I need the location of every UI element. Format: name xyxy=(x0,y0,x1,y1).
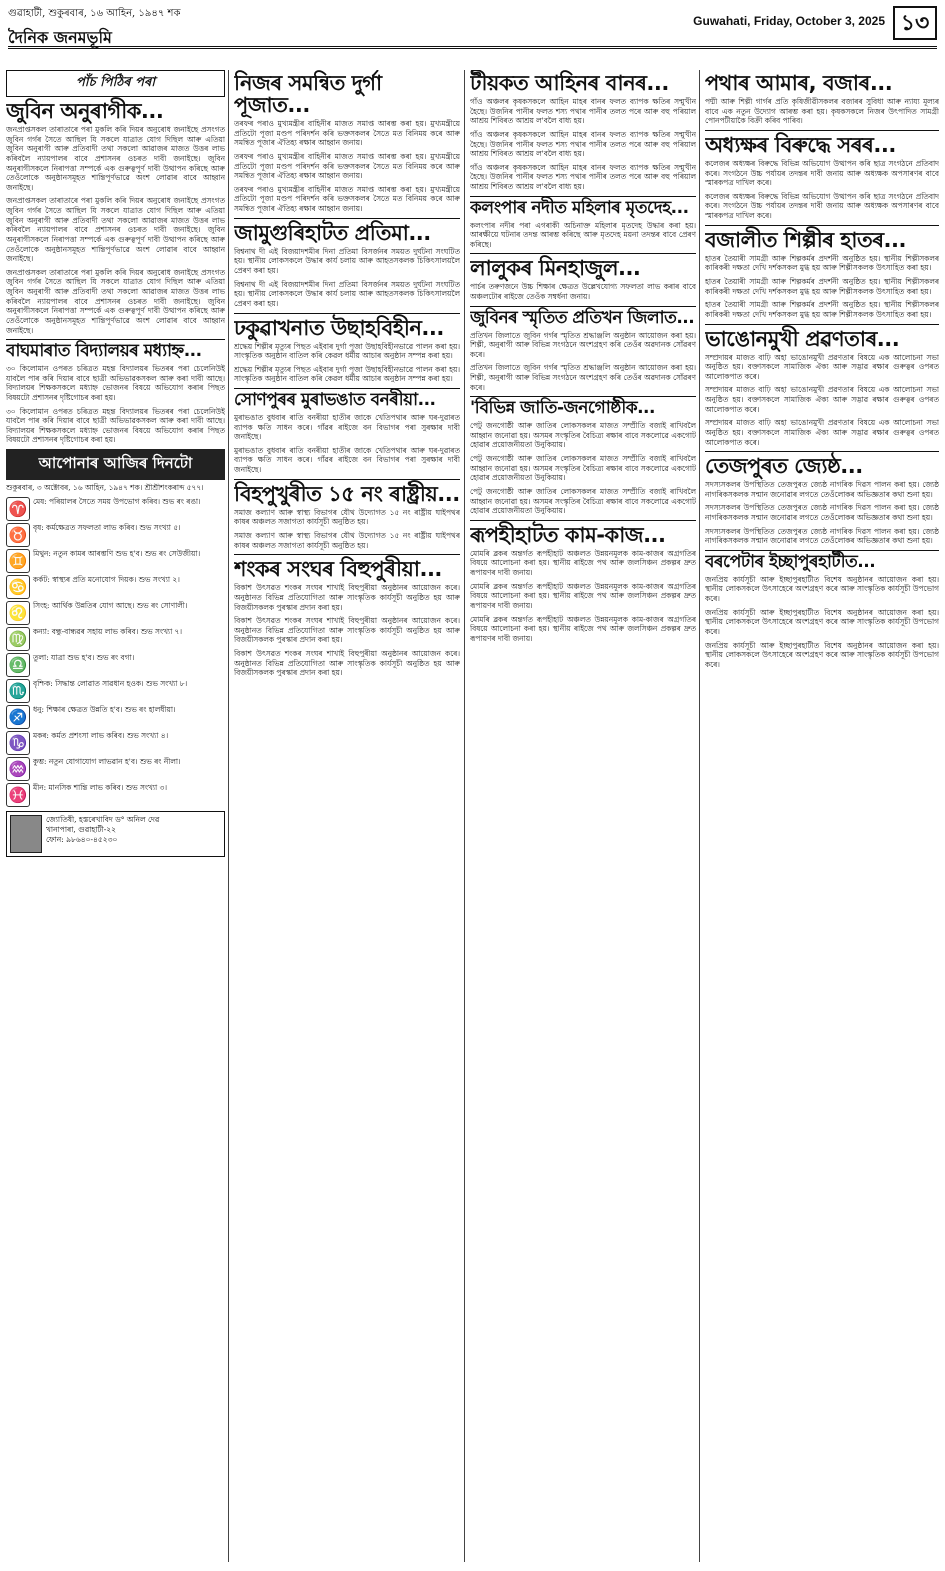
article-body: হাতৰ তৈয়াৰী সামগ্ৰী আৰু শিল্পকৰ্মৰ প্ৰদৰ্শনী অনুষ্ঠিত হয়। স্থানীয় শিল্পীসকলৰ কাৰিকৰী দক্ষতা দেখি দৰ্শকসকল মুগ্ধ হয় আৰু শিল্পীসকলক উৎসাহিত কৰা হয়। xyxy=(705,253,939,273)
headline-durga-puja: নিজৰ সমন্বিত দুৰ্গা পূজাত... xyxy=(234,71,382,118)
headline-baghmara-school: বাঘমাৰাত বিদ্যালয়ৰ মধ্যাহ্ন... xyxy=(6,341,202,362)
masthead-brand: দৈনিক জনমভূমি xyxy=(8,28,112,47)
article-body: সদস্যসকলৰ উপস্থিতিত তেজপুৰত জ্যেষ্ঠ নাগৰিক দিৱস পালন কৰা হয়। জ্যেষ্ঠ নাগৰিকসকলক সন্মান জনোৱাৰ লগতে তেওঁলোকৰ অভিজ্ঞতাৰ কথা শুনা হয়। xyxy=(705,526,939,546)
astrologer-phone: ফোন: ৯৮৬৪০-৪৫২৩০ xyxy=(46,834,118,844)
horoscope-text: কুম্ভ: নতুন যোগাযোগ লাভৱান হ'ব। শুভ ৰং নীলা। xyxy=(33,756,181,766)
article-body: সদস্যসকলৰ উপস্থিতিত তেজপুৰত জ্যেষ্ঠ নাগৰিক দিৱস পালন কৰা হয়। জ্যেষ্ঠ নাগৰিকসকলক সন্মান জনোৱাৰ লগতে তেওঁলোকৰ অভিজ্ঞতাৰ কথা শুনা হয়। xyxy=(705,503,939,523)
article-body: মুৰাভঙাত বুধবাৰ ৰাতি বনৰীয়া হাতীৰ জাকে খেতিপথাৰ আৰু ঘৰ-দুৱাৰত ব্যাপক ক্ষতি সাধন কৰে। গাঁৱৰ ৰাইজে বন বিভাগৰ পৰা সুৰক্ষাৰ দাবী জনাইছে। xyxy=(234,445,460,475)
masthead-date-english: Guwahati, Friday, October 3, 2025 xyxy=(693,14,885,28)
article-body: বিশ্বনাথ দী এই বিজয়াদশমীৰ দিনা প্ৰতিমা বিসৰ্জনৰ সময়ত দুৰ্ঘটনা সংঘটিত হয়। স্থানীয় লোকসকলে উদ্ধাৰ কাৰ্য চলায় আৰু আহতসকলক চিকিৎসালয়লৈ প্ৰেৰণ কৰা হয়। xyxy=(234,246,460,276)
article-body: তৰফৰ পৰাও মুখ্যমন্ত্ৰীৰ বাহিনীৰ মাজত সমাপ্ত আৰম্ভ কৰা হয়। মুখ্যমন্ত্ৰীয়ে প্ৰতিটো পূজা মণ্ডপ পৰিদৰ্শন কৰি ভক্তসকলৰ সৈতে মত বিনিময় কৰে আৰু সমন্বিত পূজাৰ ঐতিহ্য ৰক্ষাৰ আহ্বান জনায়। xyxy=(234,151,460,181)
masthead-rule xyxy=(8,46,937,49)
headline-ethnic-groups: 'বিভিন্ন জাতি-জনগোষ্ঠীক... xyxy=(470,398,655,419)
horoscope-item xyxy=(6,731,225,755)
headline-tiok-flood: টীয়কত আহিনৰ বানৰ... xyxy=(470,71,669,95)
astrologer-address: খানাপাৰা, গুৱাহাটী-২২ xyxy=(46,824,117,834)
horoscope-text: বৃশ্চিক: সিদ্ধান্ত লোৱাত সাৱধান হওক। শুভ সংখ্যা ৮। xyxy=(33,678,188,688)
masthead-date-assamese: গুৱাহাটী, শুকুৰবাৰ, ১৬ আহিন, ১৯৪৭ শক xyxy=(8,8,181,19)
horoscope-item xyxy=(6,627,225,651)
zodiac-icon: ♈ xyxy=(6,497,30,521)
zodiac-icon: ♐ xyxy=(6,705,30,729)
article-body: জনপ্ৰিয় কাৰ্যসূচী আৰু ইচ্ছাপুৰহাটীত বিশেষ অনুষ্ঠানৰ আয়োজন কৰা হয়। স্থানীয় লোকসকলে উৎসাহেৰে অংশগ্ৰহণ কৰে আৰু সাংস্কৃতিক কাৰ্যসূচী উপভোগ কৰে। xyxy=(705,607,939,636)
article-body: মুৰাভঙাত বুধবাৰ ৰাতি বনৰীয়া হাতীৰ জাকে খেতিপথাৰ আৰু ঘৰ-দুৱাৰত ব্যাপক ক্ষতি সাধন কৰে। গাঁৱৰ ৰাইজে বন বিভাগৰ পৰা সুৰক্ষাৰ দাবী জনাইছে। xyxy=(234,412,460,442)
zodiac-icon: ♓ xyxy=(6,783,30,807)
article-body: জনপ্ৰাপ্তসকল তাৰাতাৰে পৰা মুকলি কৰি দিয়ৰ অনুৰোধ জনাইছে প্ৰসংগত জুবিন গৰ্গৰ সৈতে আছিল যি সকলে যাত্ৰাত যোগ দিছিল আৰু এতিয়া জুবিন অনুৰাগী আৰু প্ৰতিবাদী তথা সকলো আৱাজৰ মাজত উত্তৰ লাভ কৰিবলৈ ন্যায়পালৰ বাবে প্ৰশাসনৰ ওচৰত দাবী জনাইছে। জুবিন অনুৰাগীসকলে নিৰাপত্তা সম্পৰ্কে এক গুৰুত্বপূৰ্ণ দাবী উত্থাপন কৰিছে আৰু তেওঁলোকে অনুষ্ঠানসমূহত শান্তিপূৰ্ণভাৱে অংশ লোৱাৰ বাবে আহ্বান জনাইছে। xyxy=(6,196,225,264)
page-number: ১৩ xyxy=(893,6,937,40)
article-body: সম্প্ৰদায়ৰ মাজত বাঢ়ি অহা ভাঙোনমুখী প্ৰৱণতাৰ বিষয়ে এক আলোচনা সভা অনুষ্ঠিত হয়। বক্তাসকলে সামাজিক ঐক্য আৰু সদ্ভাৱ ৰক্ষাৰ গুৰুত্বৰ ওপৰত আলোকপাত কৰে। xyxy=(705,418,939,447)
article-body: বিকাশ উৎসৱত শংকৰ সংঘৰ শাখাই বিহুপুৰীয়া অনুষ্ঠানৰ আয়োজন কৰে। অনুষ্ঠানত বিভিন্ন প্ৰতিযোগিতা আৰু সাংস্কৃতিক কাৰ্যসূচী অনুষ্ঠিত হয় আৰু বিজয়ীসকলক পুৰস্কাৰ প্ৰদান কৰা হয়। xyxy=(234,583,460,612)
zodiac-icon: ♉ xyxy=(6,523,30,547)
horoscope-text: বৃষ: কৰ্মক্ষেত্ৰত সফলতা লাভ কৰিব। শুভ সংখ্যা ৫। xyxy=(33,522,181,532)
article-separator xyxy=(234,479,460,480)
article-body: বিশ্বনাথ দী এই বিজয়াদশমীৰ দিনা প্ৰতিমা বিসৰ্জনৰ সময়ত দুৰ্ঘটনা সংঘটিত হয়। স্থানীয় লোকসকলে উদ্ধাৰ কাৰ্য চলায় আৰু আহতসকলক চিকিৎসালয়লৈ প্ৰেৰণ কৰা হয়। xyxy=(234,279,460,308)
headline-divisive-trends: ভাঙোনমুখী প্ৰৱণতাৰ... xyxy=(705,326,900,351)
article-body: সম্প্ৰদায়ৰ মাজত বাঢ়ি অহা ভাঙোনমুখী প্ৰৱণতাৰ বিষয়ে এক আলোচনা সভা অনুষ্ঠিত হয়। বক্তাসকলে সামাজিক ঐক্য আৰু সদ্ভাৱ ৰক্ষাৰ গুৰুত্বৰ ওপৰত আলোকপাত কৰে। xyxy=(705,352,939,381)
article-body: পদ্মী আৰু শিল্পী গাৰ্গৰ প্ৰতি কৃষিজীৱীসকলৰ বজাৰৰ সুবিধা আৰু ন্যায্য মূল্যৰ বাবে এক নতুন উদ্যোগ আৰম্ভ কৰা হয়। কৃষকসকলে নিজৰ উৎপাদিত সামগ্ৰী পোনপটীয়াকৈ বিক্ৰী কৰিব পাৰিব। xyxy=(705,97,939,126)
zodiac-icon: ♍ xyxy=(6,627,30,651)
article-body: মোমৰি ব্লকৰ অন্তৰ্গত ৰূপহীহাট অঞ্চলত উন্নয়নমূলক কাম-কাজৰ অগ্ৰগতিৰ বিষয়ে আলোচনা কৰা হয়। স্থানীয় ৰাইজে পথ আৰু জলসিঞ্চন প্ৰকল্পৰ দ্ৰুত ৰূপায়ণৰ দাবী জনায়। xyxy=(470,548,696,578)
horoscope-item xyxy=(6,549,225,573)
zodiac-icon: ♎ xyxy=(6,653,30,677)
column-2 xyxy=(234,70,460,1562)
article-body: সম্প্ৰদায়ৰ মাজত বাঢ়ি অহা ভাঙোনমুখী প্ৰৱণতাৰ বিষয়ে এক আলোচনা সভা অনুষ্ঠিত হয়। বক্তাসকলে সামাজিক ঐক্য আৰু সদ্ভাৱ ৰক্ষাৰ গুৰুত্বৰ ওপৰত আলোকপাত কৰে। xyxy=(705,385,939,414)
headline-bihpuria-nh15: বিহপুখুৰীত ১৫ নং ৰাষ্ট্ৰীয়... xyxy=(234,481,460,506)
masthead xyxy=(8,6,937,64)
article-separator xyxy=(234,554,460,555)
article-body: গাঁও অঞ্চলৰ কৃষকসকলে আহিন মাহৰ বানৰ ফলত ব্যাপক ক্ষতিৰ সন্মুখীন হৈছে। উজনিৰ পানীৰ ফলত শস্য পথাৰ পানীৰ তলত পৰে আৰু বহু পৰিয়াল আশ্ৰয় শিবিৰত আশ্ৰয় ল'বলৈ বাধ্য হয়। xyxy=(470,97,696,126)
headline-field-market: পথাৰ আমাৰ, বজাৰ... xyxy=(705,71,893,95)
headline-kolong-river: কলংপাৰ নদীত মহিলাৰ মৃতদেহ... xyxy=(470,197,689,218)
horoscope-item xyxy=(6,497,225,521)
article-body: প্ৰতিখন জিলাতে জুবিন গৰ্গৰ স্মৃতিত শ্ৰদ্ধাঞ্জলি অনুষ্ঠান আয়োজন কৰা হয়। শিল্পী, অনুৰাগী আৰু বিভিন্ন সংগঠনে অংশগ্ৰহণ কৰি তেওঁৰ অৱদানক সোঁৱৰণ কৰে। xyxy=(470,330,696,359)
column-divider xyxy=(464,70,465,1562)
article-body: হাতৰ তৈয়াৰী সামগ্ৰী আৰু শিল্পকৰ্মৰ প্ৰদৰ্শনী অনুষ্ঠিত হয়। স্থানীয় শিল্পীসকলৰ কাৰিকৰী দক্ষতা দেখি দৰ্শকসকল মুগ্ধ হয় আৰু শিল্পীসকলক উৎসাহিত কৰা হয়। xyxy=(705,277,939,296)
headline-shankar-sangha: শংকৰ সংঘৰ বিহুপুৰীয়া... xyxy=(234,557,442,582)
column-4 xyxy=(705,70,939,1562)
article-body: শ্ৰদ্ধেয় শিল্পীৰ মৃত্যুৰ পিছত এইবাৰ দুৰ্গা পূজা উছাহবিহীনভাৱে পালন কৰা হয়। সাংস্কৃতিক অনুষ্ঠান বাতিল কৰি কেৱল ধৰ্মীয় আচাৰ অনুষ্ঠান সম্পন্ন কৰা হয়। xyxy=(234,364,460,384)
astrologer-details xyxy=(46,815,159,853)
astrologer-name: জ্যোতিষী, হস্তৰেখাবিদ ড° অনিল দেৱ xyxy=(46,814,160,824)
horoscope-title: আপোনাৰ আজিৰ দিনটো xyxy=(6,449,225,480)
article-body: মোমৰি ব্লকৰ অন্তৰ্গত ৰূপহীহাট অঞ্চলত উন্নয়নমূলক কাম-কাজৰ অগ্ৰগতিৰ বিষয়ে আলোচনা কৰা হয়। স্থানীয় ৰাইজে পথ আৰু জলসিঞ্চন প্ৰকল্পৰ দ্ৰুত ৰূপায়ণৰ দাবী জনায়। xyxy=(470,614,696,643)
horoscope-item xyxy=(6,653,225,677)
headline-jamuguri: জামুগুৰিহাটত প্ৰতিমা... xyxy=(234,220,431,245)
article-separator xyxy=(705,550,939,551)
headline-barpeta-ichapur: বৰপেটাৰ ইচ্ছাপুৰহাটীত... xyxy=(705,551,876,572)
column-divider xyxy=(699,70,700,1562)
horoscope-list xyxy=(6,497,225,807)
zodiac-icon: ♊ xyxy=(6,549,30,573)
zodiac-icon: ♏ xyxy=(6,679,30,703)
article-body: পেটু জনগোষ্ঠী আৰু জাতিৰ লোকসকলৰ মাজত সম্প্ৰীতি বজাই ৰাখিবলৈ আহ্বান জনোৱা হয়। অসমৰ সংস্কৃতিৰ বৈচিত্ৰ্য ৰক্ষাৰ বাবে সকলোৱে একগোট হোৱাৰ প্ৰয়োজনীয়তা উনুকিয়ায়। xyxy=(470,454,696,483)
article-body: জনপ্ৰিয় কাৰ্যসূচী আৰু ইচ্ছাপুৰহাটীত বিশেষ অনুষ্ঠানৰ আয়োজন কৰা হয়। স্থানীয় লোকসকলে উৎসাহেৰে অংশগ্ৰহণ কৰে আৰু সাংস্কৃতিক কাৰ্যসূচী উপভোগ কৰে। xyxy=(705,640,939,669)
zodiac-icon: ♑ xyxy=(6,731,30,755)
horoscope-item xyxy=(6,679,225,703)
horoscope-text: তুলা: যাত্ৰা শুভ হ'ব। শুভ ৰং বগা। xyxy=(33,652,135,662)
astrologer-photo xyxy=(10,815,42,853)
article-body: শ্ৰদ্ধেয় শিল্পীৰ মৃত্যুৰ পিছত এইবাৰ দুৰ্গা পূজা উছাহবিহীনভাৱে পালন কৰা হয়। সাংস্কৃতিক অনুষ্ঠান বাতিল কৰি কেৱল ধৰ্মীয় আচাৰ অনুষ্ঠান সম্পন্ন কৰা হয়। xyxy=(234,341,460,361)
article-body: বিকাশ উৎসৱত শংকৰ সংঘৰ শাখাই বিহুপুৰীয়া অনুষ্ঠানৰ আয়োজন কৰে। অনুষ্ঠানত বিভিন্ন প্ৰতিযোগিতা আৰু সাংস্কৃতিক কাৰ্যসূচী অনুষ্ঠিত হয় আৰু বিজয়ীসকলক পুৰস্কাৰ প্ৰদান কৰা হয়। xyxy=(234,649,460,678)
article-body: হাতৰ তৈয়াৰী সামগ্ৰী আৰু শিল্পকৰ্মৰ প্ৰদৰ্শনী অনুষ্ঠিত হয়। স্থানীয় শিল্পীসকলৰ কাৰিকৰী দক্ষতা দেখি দৰ্শকসকল মুগ্ধ হয় আৰু শিল্পীসকলক উৎসাহিত কৰা হয়। xyxy=(705,300,939,319)
column-3 xyxy=(470,70,696,1562)
zodiac-icon: ♌ xyxy=(6,601,30,625)
headline-jubin-fans: জুবিন অনুৰাগীক... xyxy=(6,99,164,123)
headline-principal-protest: অধ্যক্ষৰ বিৰুদ্ধে সৰৰ... xyxy=(705,132,896,157)
headline-lalukar-minhajul: লালুকৰ মিনহাজুল... xyxy=(470,256,641,281)
zodiac-icon: ♋ xyxy=(6,575,30,599)
horoscope-item xyxy=(6,783,225,807)
article-separator xyxy=(234,388,460,389)
horoscope-intro: শুকুৰবাৰ, ৩ অক্টোবৰ, ১৬ আহিন, ১৯৪৭ শক। শ্ৰীশ্ৰীশংকৰাব্দ ৫৭৭। xyxy=(6,483,204,493)
horoscope-text: মকৰ: কৰ্মত প্ৰশংসা লাভ কৰিব। শুভ সংখ্যা ৪। xyxy=(33,730,169,740)
article-separator xyxy=(705,225,939,226)
article-body: জনপ্ৰাপ্তসকল তাৰাতাৰে পৰা মুকলি কৰি দিয়ৰ অনুৰোধ জনাইছে প্ৰসংগত জুবিন গৰ্গৰ সৈতে আছিল যি সকলে যাত্ৰাত যোগ দিছিল আৰু এতিয়া জুবিন অনুৰাগী আৰু প্ৰতিবাদী তথা সকলো আৱাজৰ মাজত উত্তৰ লাভ কৰিবলৈ ন্যায়পালৰ বাবে প্ৰশাসনৰ ওচৰত দাবী জনাইছে। জুবিন অনুৰাগীসকলে নিৰাপত্তা সম্পৰ্কে এক গুৰুত্বপূৰ্ণ দাবী উত্থাপন কৰিছে আৰু তেওঁলোকে অনুষ্ঠানসমূহত শান্তিপূৰ্ণভাৱে অংশ লোৱাৰ বাবে আহ্বান জনাইছে। xyxy=(6,125,225,192)
article-separator xyxy=(705,130,939,131)
headline-jubin-memory: জুবিনৰ স্মৃতিত প্ৰতিখন জিলাত... xyxy=(470,307,695,328)
article-body: সমাজ কল্যাণ আৰু স্বাস্থ্য বিভাগৰ যৌথ উদ্যোগত ১৫ নং ৰাষ্ট্ৰীয় ঘাইপথৰ কাষৰ অঞ্চলত সজাগতা কাৰ্যসূচী অনুষ্ঠিত হয়। xyxy=(234,530,460,550)
headline-rupohihat-works: ৰূপহীহাটত কাম-কাজ... xyxy=(470,522,666,547)
horoscope-text: কৰ্কট: স্বাস্থ্যৰ প্ৰতি মনোযোগ দিয়ক। শুভ সংখ্যা ২। xyxy=(33,574,180,584)
horoscope-text: কন্যা: বন্ধু-বান্ধৱৰ সহায় লাভ কৰিব। শুভ সংখ্যা ৭। xyxy=(33,626,183,636)
continued-kicker: পাঁচ পিঠিৰ পৰা xyxy=(6,70,225,97)
article-body: জনপ্ৰাপ্তসকল তাৰাতাৰে পৰা মুকলি কৰি দিয়ৰ অনুৰোধ জনাইছে প্ৰসংগত জুবিন গৰ্গৰ সৈতে আছিল যি সকলে যাত্ৰাত যোগ দিছিল আৰু এতিয়া জুবিন অনুৰাগী আৰু প্ৰতিবাদী তথা সকলো আৱাজৰ মাজত উত্তৰ লাভ কৰিবলৈ ন্যায়পালৰ বাবে প্ৰশাসনৰ ওচৰত দাবী জনাইছে। জুবিন অনুৰাগীসকলে নিৰাপত্তা সম্পৰ্কে এক গুৰুত্বপূৰ্ণ দাবী উত্থাপন কৰিছে আৰু তেওঁলোকে অনুষ্ঠানসমূহত শান্তিপূৰ্ণভাৱে অংশ লোৱাৰ বাবে আহ্বান জনাইছে। xyxy=(6,267,225,335)
article-body: কলংপাৰ নদীৰ পৰা এগৰাকী অচিনাক্ত মহিলাৰ মৃতদেহ উদ্ধাৰ কৰা হয়। আৰক্ষীয়ে ঘটনাৰ তদন্ত আৰম্ভ কৰিছে আৰু মৃতদেহ ময়না তদন্তৰ বাবে প্ৰেৰণ কৰিছে। xyxy=(470,220,696,249)
article-separator xyxy=(234,218,460,219)
article-body: কলেজৰ অধ্যক্ষৰ বিৰুদ্ধে বিভিন্ন অভিযোগ উত্থাপন কৰি ছাত্ৰ সংগঠনে প্ৰতিবাদ কৰে। সংগঠনে উচ্চ পৰ্যায়ৰ তদন্তৰ দাবী জনায় আৰু অধ্যক্ষক অপসাৰণৰ বাবে স্মাৰকপত্ৰ দাখিল কৰে। xyxy=(705,191,939,221)
horoscope-text: মীন: মানসিক শান্তি লাভ কৰিব। শুভ সংখ্যা ৩। xyxy=(33,782,167,792)
article-separator xyxy=(470,520,696,521)
article-separator xyxy=(705,451,939,452)
article-body: প্ৰতিখন জিলাতে জুবিন গৰ্গৰ স্মৃতিত শ্ৰদ্ধাঞ্জলি অনুষ্ঠান আয়োজন কৰা হয়। শিল্পী, অনুৰাগী আৰু বিভিন্ন সংগঠনে অংশগ্ৰহণ কৰি তেওঁৰ অৱদানক সোঁৱৰণ কৰে। xyxy=(470,363,696,392)
horoscope-item xyxy=(6,705,225,729)
article-body: সমাজ কল্যাণ আৰু স্বাস্থ্য বিভাগৰ যৌথ উদ্যোগত ১৫ নং ৰাষ্ট্ৰীয় ঘাইপথৰ কাষৰ অঞ্চলত সজাগতা কাৰ্যসূচী অনুষ্ঠিত হয়। xyxy=(234,507,460,527)
article-body: বিকাশ উৎসৱত শংকৰ সংঘৰ শাখাই বিহুপুৰীয়া অনুষ্ঠানৰ আয়োজন কৰে। অনুষ্ঠানত বিভিন্ন প্ৰতিযোগিতা আৰু সাংস্কৃতিক কাৰ্যসূচী অনুষ্ঠিত হয় আৰু বিজয়ীসকলক পুৰস্কাৰ প্ৰদান কৰা হয়। xyxy=(234,616,460,645)
article-body: কলেজৰ অধ্যক্ষৰ বিৰুদ্ধে বিভিন্ন অভিযোগ উত্থাপন কৰি ছাত্ৰ সংগঠনে প্ৰতিবাদ কৰে। সংগঠনে উচ্চ পৰ্যায়ৰ তদন্তৰ দাবী জনায় আৰু অধ্যক্ষক অপসাৰণৰ বাবে স্মাৰকপত্ৰ দাখিল কৰে। xyxy=(705,158,939,188)
horoscope-text: ধনু: শিক্ষাৰ ক্ষেত্ৰত উন্নতি হ'ব। শুভ ৰং হালধীয়া। xyxy=(33,704,176,714)
horoscope-text: মেষ: পৰিয়ালৰ সৈতে সময় উপভোগ কৰিব। শুভ ৰং ৰঙা। xyxy=(33,496,201,506)
horoscope-text: সিংহ: আৰ্থিক উন্নতিৰ যোগ আছে। শুভ ৰং সোণালী। xyxy=(33,600,188,610)
headline-sonapur-elephants: সোণপুৰৰ মুৰাভঙাত বনৰীয়া... xyxy=(234,390,436,411)
column-divider xyxy=(228,70,229,1562)
headline-dhakuakhana: ঢকুৱাখনাত উছাহবিহীন... xyxy=(234,315,444,340)
article-body: পাৰ্চৰ তৰুণজনে উচ্চ শিক্ষাৰ ক্ষেত্ৰত উল্লেখযোগ্য সফলতা লাভ কৰাৰ বাবে অঞ্চলটোৰ ৰাইজে তেওঁক সম্বৰ্ধনা জনায়। xyxy=(470,282,696,302)
article-separator xyxy=(470,196,696,197)
article-body: ৩০ কিলোমান ওপৰত চৰিত্ৰত মহন্ত বিদ্যালয়ৰ ভিতৰৰ পৰা চেলেনিউই যাবলৈ পাৰ কৰি দিয়াৰ বাবে ছাত্ৰী অভিভাৱকসকল আৰু কৰা দাবী আছে। বিদ্যালয়ৰ শিক্ষকসকলে মধ্যাহ্ন ভোজনৰ বিষয়ে অভিযোগ কৰাৰ পিছত বিষয়টো প্ৰশাসনৰ দৃষ্টিগোচৰ কৰা হয়। xyxy=(6,364,225,402)
article-body: পেটু জনগোষ্ঠী আৰু জাতিৰ লোকসকলৰ মাজত সম্প্ৰীতি বজাই ৰাখিবলৈ আহ্বান জনোৱা হয়। অসমৰ সংস্কৃতিৰ বৈচিত্ৰ্য ৰক্ষাৰ বাবে সকলোৱে একগোট হোৱাৰ প্ৰয়োজনীয়তা উনুকিয়ায়। xyxy=(470,421,696,450)
horoscope-item xyxy=(6,523,225,547)
article-body: পেটু জনগোষ্ঠী আৰু জাতিৰ লোকসকলৰ মাজত সম্প্ৰীতি বজাই ৰাখিবলৈ আহ্বান জনোৱা হয়। অসমৰ সংস্কৃতিৰ বৈচিত্ৰ্য ৰক্ষাৰ বাবে সকলোৱে একগোট হোৱাৰ প্ৰয়োজনীয়তা উনুকিয়ায়। xyxy=(470,486,696,516)
article-separator xyxy=(470,253,696,254)
horoscope-item xyxy=(6,575,225,599)
column-1 xyxy=(6,70,225,1562)
horoscope-item xyxy=(6,757,225,781)
article-body: তৰফৰ পৰাও মুখ্যমন্ত্ৰীৰ বাহিনীৰ মাজত সমাপ্ত আৰম্ভ কৰা হয়। মুখ্যমন্ত্ৰীয়ে প্ৰতিটো পূজা মণ্ডপ পৰিদৰ্শন কৰি ভক্তসকলৰ সৈতে মত বিনিময় কৰে আৰু সমন্বিত পূজাৰ ঐতিহ্য ৰক্ষাৰ আহ্বান জনায়। xyxy=(234,184,460,214)
article-body: সদস্যসকলৰ উপস্থিতিত তেজপুৰত জ্যেষ্ঠ নাগৰিক দিৱস পালন কৰা হয়। জ্যেষ্ঠ নাগৰিকসকলক সন্মান জনোৱাৰ লগতে তেওঁলোকৰ অভিজ্ঞতাৰ কথা শুনা হয়। xyxy=(705,480,939,499)
article-separator xyxy=(234,313,460,314)
horoscope-text: মিথুন: নতুন কামৰ আৰম্ভণি শুভ হ'ব। শুভ ৰং সেউজীয়া। xyxy=(33,548,201,558)
headline-tezpur-elders: তেজপুৰত জ্যেষ্ঠ... xyxy=(705,454,863,479)
article-body: গাঁও অঞ্চলৰ কৃষকসকলে আহিন মাহৰ বানৰ ফলত ব্যাপক ক্ষতিৰ সন্মুখীন হৈছে। উজনিৰ পানীৰ ফলত শস্য পথাৰ পানীৰ তলত পৰে আৰু বহু পৰিয়াল আশ্ৰয় শিবিৰত আশ্ৰয় ল'বলৈ বাধ্য হয়। xyxy=(470,162,696,192)
article-body: মোমৰি ব্লকৰ অন্তৰ্গত ৰূপহীহাট অঞ্চলত উন্নয়নমূলক কাম-কাজৰ অগ্ৰগতিৰ বিষয়ে আলোচনা কৰা হয়। স্থানীয় ৰাইজে পথ আৰু জলসিঞ্চন প্ৰকল্পৰ দ্ৰুত ৰূপায়ণৰ দাবী জনায়। xyxy=(470,581,696,610)
zodiac-icon: ♒ xyxy=(6,757,30,781)
astrologer-box xyxy=(6,811,225,857)
horoscope-item xyxy=(6,601,225,625)
article-body: তৰফৰ পৰাও মুখ্যমন্ত্ৰীৰ বাহিনীৰ মাজত সমাপ্ত আৰম্ভ কৰা হয়। মুখ্যমন্ত্ৰীয়ে প্ৰতিটো পূজা মণ্ডপ পৰিদৰ্শন কৰি ভক্তসকলৰ সৈতে মত বিনিময় কৰে আৰু সমন্বিত পূজাৰ ঐতিহ্য ৰক্ষাৰ আহ্বান জনায়। xyxy=(234,119,460,148)
headline-bajali-artisans: বজালীত শিল্পীৰ হাতৰ... xyxy=(705,227,906,252)
article-separator xyxy=(705,324,939,325)
article-body: জনপ্ৰিয় কাৰ্যসূচী আৰু ইচ্ছাপুৰহাটীত বিশেষ অনুষ্ঠানৰ আয়োজন কৰা হয়। স্থানীয় লোকসকলে উৎসাহেৰে অংশগ্ৰহণ কৰে আৰু সাংস্কৃতিক কাৰ্যসূচী উপভোগ কৰে। xyxy=(705,574,939,604)
article-body: ৩০ কিলোমান ওপৰত চৰিত্ৰত মহন্ত বিদ্যালয়ৰ ভিতৰৰ পৰা চেলেনিউই যাবলৈ পাৰ কৰি দিয়াৰ বাবে ছাত্ৰী অভিভাৱকসকল আৰু কৰা দাবী আছে। বিদ্যালয়ৰ শিক্ষকসকলে মধ্যাহ্ন ভোজনৰ বিষয়ে অভিযোগ কৰাৰ পিছত বিষয়টো প্ৰশাসনৰ দৃষ্টিগোচৰ কৰা হয়। xyxy=(6,406,225,445)
article-body: গাঁও অঞ্চলৰ কৃষকসকলে আহিন মাহৰ বানৰ ফলত ব্যাপক ক্ষতিৰ সন্মুখীন হৈছে। উজনিৰ পানীৰ ফলত শস্য পথাৰ পানীৰ তলত পৰে আৰু বহু পৰিয়াল আশ্ৰয় শিবিৰত আশ্ৰয় ল'বলৈ বাধ্য হয়। xyxy=(470,129,696,159)
article-separator xyxy=(470,306,696,307)
